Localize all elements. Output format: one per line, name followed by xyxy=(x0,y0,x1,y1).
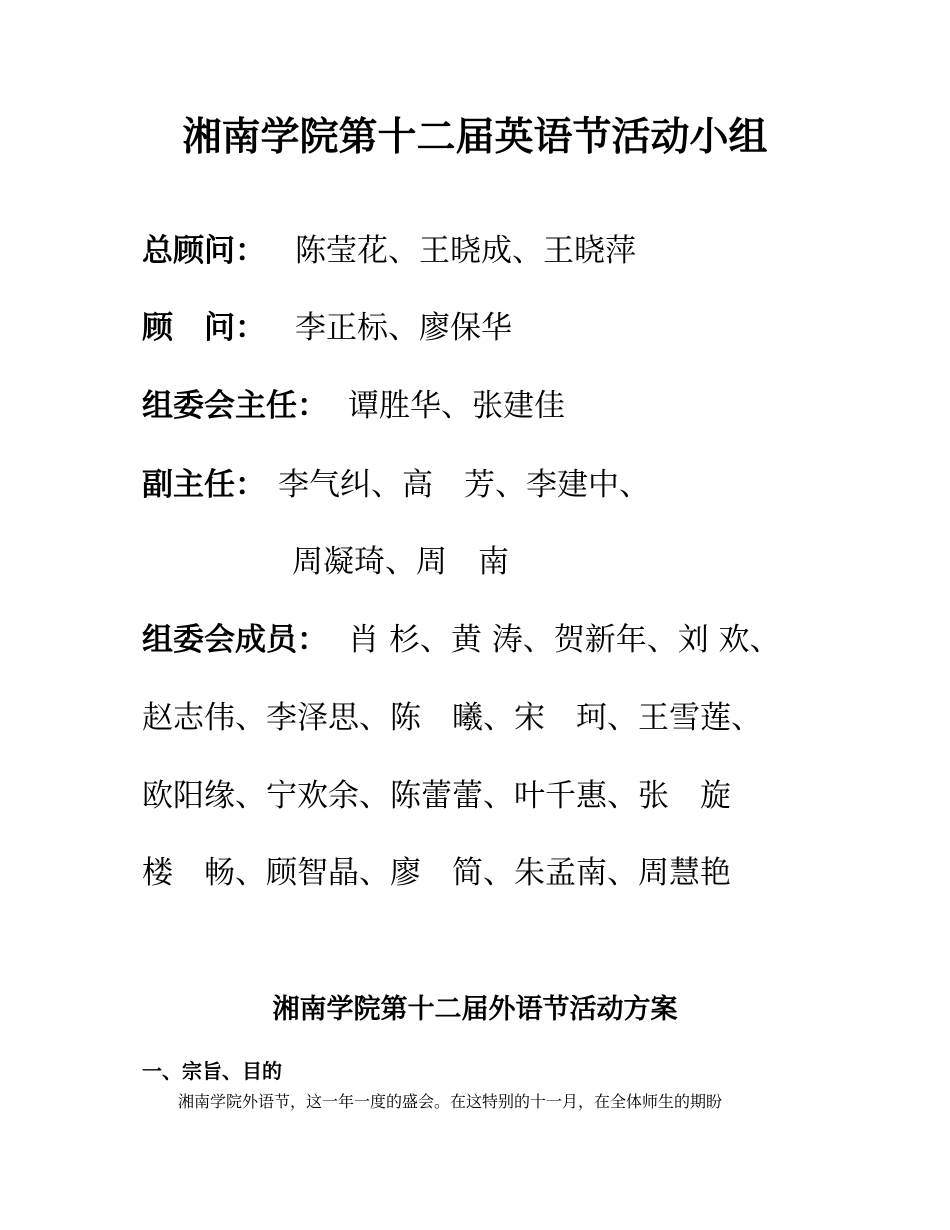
row-label-committee-members: 组委会成员： xyxy=(142,622,328,658)
row-value-committee-director: 谭胜华、张建佳 xyxy=(348,388,565,424)
row-value-chief-advisor: 陈莹花、王晓成、王晓萍 xyxy=(295,233,636,269)
row-value-deputy-director: 李气纠、高 芳、李建中、 xyxy=(278,467,650,503)
members-line-1: 赵志伟、李泽思、陈 曦、宋 珂、王雪莲、 xyxy=(142,700,762,736)
row-label-committee-director: 组委会主任： xyxy=(142,388,328,424)
section-title: 湘南学院第十二届外语节活动方案 xyxy=(272,994,678,1025)
row-label-advisor: 顾 问： xyxy=(142,310,266,346)
row-value-committee-members: 肖 杉、黄 涛、贺新年、刘 欢、 xyxy=(348,622,781,658)
page-title: 湘南学院第十二届英语节活动小组 xyxy=(182,115,768,160)
members-line-3: 楼 畅、顾智晶、廖 简、朱孟南、周慧艳 xyxy=(142,855,731,891)
row-value-deputy-director-cont: 周凝琦、周 南 xyxy=(292,544,509,580)
row-label-chief-advisor: 总顾问： xyxy=(142,233,266,269)
members-line-2: 欧阳缘、宁欢余、陈蕾蕾、叶千惠、张 旋 xyxy=(142,778,731,814)
row-value-advisor: 李正标、廖保华 xyxy=(295,310,512,346)
row-label-deputy-director: 副主任： xyxy=(142,467,266,503)
section-heading: 一、宗旨、目的 xyxy=(142,1059,282,1083)
section-paragraph: 湘南学院外语节，这一年一度的盛会。在这特别的十一月，在全体师生的期盼 xyxy=(178,1092,723,1111)
